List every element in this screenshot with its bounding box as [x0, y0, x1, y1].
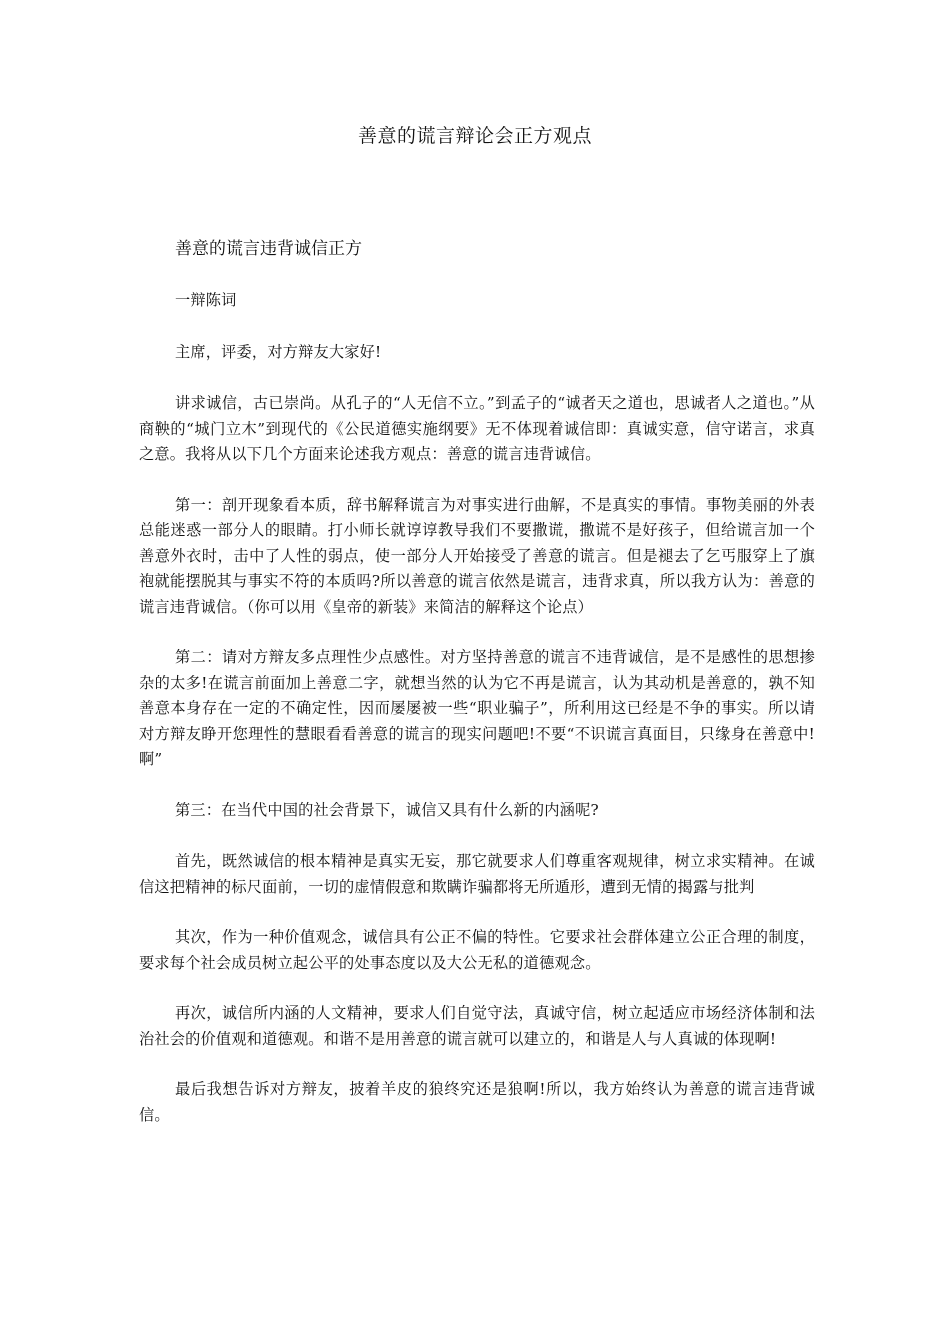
section-subtitle: 善意的谎言违背诚信正方: [175, 239, 362, 259]
paragraph-greeting: 主席，评委，对方辩友大家好!: [175, 342, 382, 361]
paragraph-conclusion: 最后我想告诉对方辩友，披着羊皮的狼终究还是狼啊!所以，我方始终认为善意的谎言违背诚信。: [139, 1080, 815, 1124]
paragraph-speaker-label: 一辩陈词: [175, 291, 237, 309]
paragraph-third-aspect: 再次，诚信所内涵的人文精神，要求人们自觉守法，真诚守信，树立起适应市场经济体制和法治社会的价值观和道德观。和谐不是用善意的谎言就可以建立的，和谐是人与人真诚的体现啊!: [139, 1004, 815, 1048]
document-body: [139, 235, 815, 1154]
paragraph-first-aspect: 首先，既然诚信的根本精神是真实无妄，那它就要求人们尊重客观规律，树立求实精神。在诚信这把精神的标尺面前，一切的虚情假意和欺瞒诈骗都将无所遁形，遭到无情的揭露与批判: [139, 852, 815, 896]
paragraph-introduction: 讲求诚信，古已崇尚。从孔子的“人无信不立。”到孟子的“诚者天之道也，思诚者人之道也。”从商鞅的“城门立木”到现代的《公民道德实施纲要》无不体现着诚信即：真诚实意，信守诺言，求真之意。我将从以下几个方面来论述我方观点：善意的谎言违背诚信。: [139, 394, 815, 463]
paragraph-second-aspect: 其次，作为一种价值观念，诚信具有公正不偏的特性。它要求社会群体建立公正合理的制度，要求每个社会成员树立起公平的处事态度以及大公无私的道德观念。: [139, 928, 815, 972]
paragraph-point-two: 第二：请对方辩友多点理性少点感性。对方坚持善意的谎言不违背诚信，是不是感性的思想掺杂的太多!在谎言前面加上善意二字，就想当然的认为它不再是谎言，认为其动机是善意的，孰不知善意本身存在一定的不确定性，因而屡屡被一些“职业骗子”，所利用这已经是不争的事实。所以请对方辩友睁开您理性的慧眼看看善意的谎言的现实问题吧!不要“不识谎言真面目，只缘身在善意中!啊”: [139, 648, 815, 768]
paragraph-point-three: 第三：在当代中国的社会背景下，诚信又具有什么新的内涵呢?: [175, 800, 599, 819]
paragraph-point-one: 第一：剖开现象看本质，辞书解释谎言为对事实进行曲解，不是真实的事情。事物美丽的外表总能迷惑一部分人的眼睛。打小师长就谆谆教导我们不要撒谎，撒谎不是好孩子，但给谎言加一个善意外衣时，击中了人性的弱点，使一部分人开始接受了善意的谎言。但是褪去了乞丐服穿上了旗袍就能摆脱其与事实不符的本质吗?所以善意的谎言依然是谎言，违背求真，所以我方认为：善意的谎言违背诚信。（你可以用《皇帝的新装》来简洁的解释这个论点）: [139, 495, 815, 616]
document-title: 善意的谎言辩论会正方观点: [357, 125, 592, 147]
